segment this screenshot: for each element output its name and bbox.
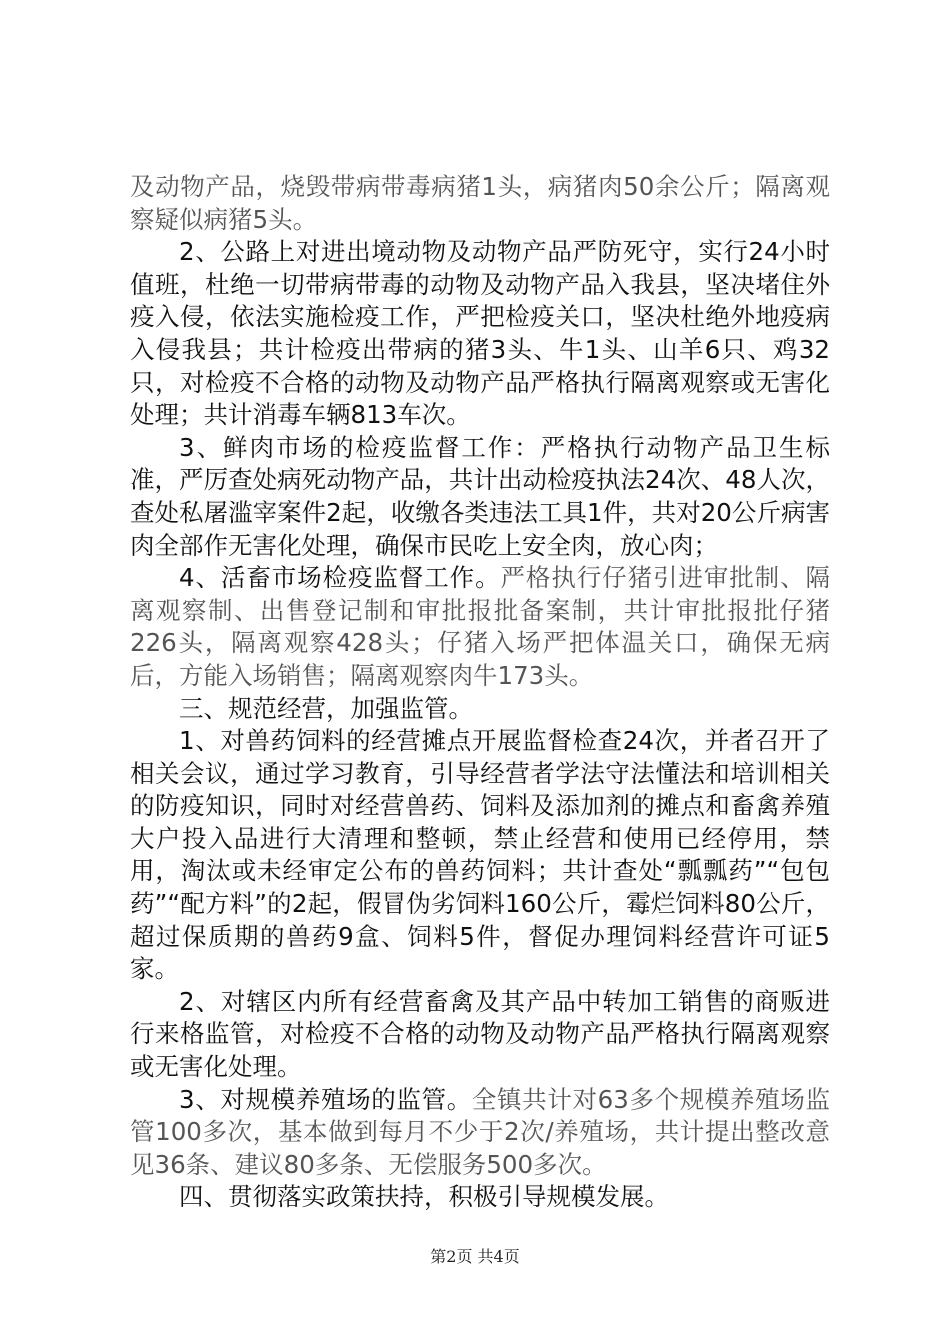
section-heading-text: 四、贯彻落实政策扶持，积极引导规模发展。 <box>179 1182 669 1212</box>
paragraph-text: 2、对辖区内所有经营畜禽及其产品中转加工销售的商贩进行来格监管，对检疫不合格的动物及动物产品严格执行隔离观察或无害化处理。 <box>130 986 830 1082</box>
section-heading-regulate-operations <box>130 693 830 726</box>
paragraph-text: 及动物产品，烧毁带病带毒病猪1头，病猪肉50余公斤；隔离观察疑似病猪5头。 <box>130 172 830 234</box>
paragraph-text: 1、对兽药饲料的经营摊点开展监督检查24次，并者召开了相关会议，通过学习教育，引导经营者学法守法懂法和培训相关的防疫知识，同时对经营兽药、饲料及添加剂的摊点和畜禽养殖大户投入品进行大清理和整顿，禁止经营和使用已经停用，禁用，淘汰或未经审定公布的兽药饲料；共计查处“瓢瓢药”“包包药”“配方料”的2起，假冒伪劣饲料160公斤，霉烂饲料80公斤，超过保质期的兽药9盒、饲料5件，督促办理饲料经营许可证5家。 <box>130 726 830 984</box>
paragraph-livestock-market <box>130 562 830 692</box>
paragraph-highway-quarantine <box>130 236 830 432</box>
paragraph-text: 2、公路上对进出境动物及动物产品严防死守，实行24小时值班，杜绝一切带病带毒的动物及动物产品入我县，坚决堵住外疫入侵，依法实施检疫工作，严把检疫关口，坚决杜绝外地疫病入侵我县；共计检疫出带病的猪3头、牛1头、山羊6只、鸡32只，对检疫不合格的动物及动物产品严格执行隔离观察或无害化处理；共计消毒车辆813车次。 <box>130 237 830 430</box>
paragraph-fresh-meat-market <box>130 432 830 562</box>
paragraph-heading-text: 4、活畜市场检疫监督工作。 <box>179 563 501 593</box>
paragraph-heading-text: 3、对规模养殖场的监管。 <box>179 1084 472 1114</box>
page-footer <box>0 1244 950 1267</box>
paragraph-text: 全镇共计对63多个规模养殖场监管100多次，基本做到每月不少于2次/养殖场，共计提出整改意见36条、建议80多条、无偿服务500多次。 <box>130 1084 830 1179</box>
paragraph-vendor-supervision <box>130 986 830 1084</box>
document-body <box>130 171 830 1214</box>
paragraph-text: 3、鲜肉市场的检疫监督工作：严格执行动物产品卫生标准，严厉查处病死动物产品，共计出动检疫执法24次、48人次，查处私屠滥宰案件2起，收缴各类违法工具1件，共对20公斤病害肉全部作无害化处理，确保市民吃上安全肉，放心肉； <box>130 432 830 560</box>
paragraph-farm-supervision <box>130 1084 830 1182</box>
paragraph-vet-drug-feed-inspection <box>130 725 830 986</box>
section-heading-policy-support <box>130 1181 830 1214</box>
page-number-label: 第2页 共4页 <box>430 1247 520 1266</box>
paragraph-text: 严格执行仔猪引进审批制、隔离观察制、出售登记制和审批报批备案制，共计审批报批仔猪226头，隔离观察428头；仔猪入场严把体温关口，确保无病后，方能入场销售；隔离观察肉牛173头。 <box>130 563 830 690</box>
paragraph-continuation <box>130 171 830 236</box>
section-heading-text: 三、规范经营，加强监管。 <box>179 693 473 723</box>
